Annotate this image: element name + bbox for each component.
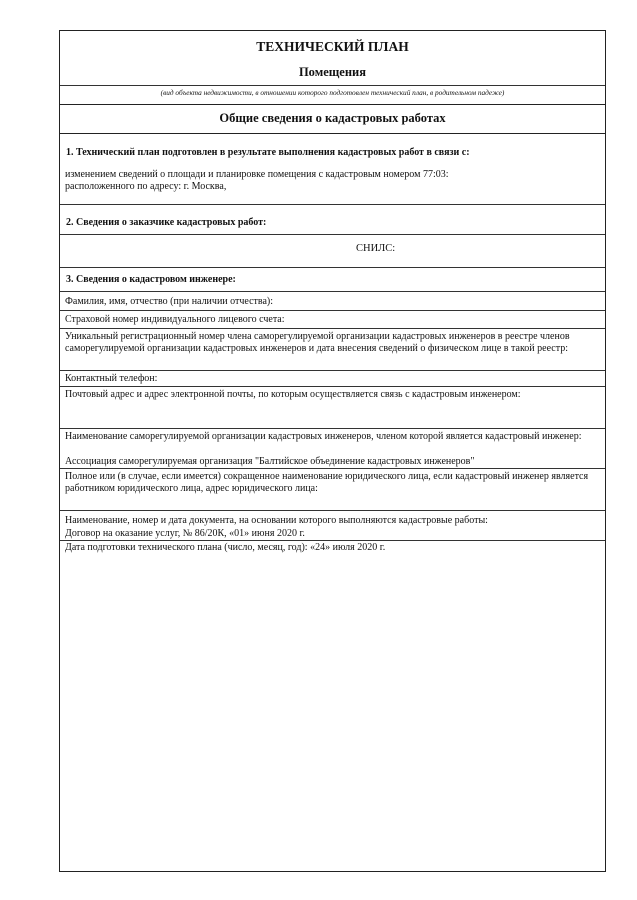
contract-value: Договор на оказание услуг, № 86/20К, «01» июня 2020 г. [65,528,305,539]
legal-entity: Полное или (в случае, если имеется) сокращенное наименование юридического лица, если кадастровый инженер является работником юридического лица, адрес юридического лица: [65,471,589,494]
divider [60,468,605,469]
subtitle-note: (вид объекта недвижимости, в отношении которого подготовлен технический план, в родительном падеже) [160,88,505,97]
section-1-line-1: изменением сведений о площади и планировке помещения с кадастровым номером 77:03: [65,169,449,180]
divider [60,428,605,429]
divider [60,204,605,205]
engineer-phone: Контактный телефон: [65,373,158,384]
divider [60,540,605,541]
divider [60,234,605,235]
section-2-heading: 2. Сведения о заказчике кадастровых работ: [66,217,267,228]
general-info-heading: Общие сведения о кадастровых работах [219,111,446,125]
document-title: ТЕХНИЧЕСКИЙ ПЛАН [256,39,409,54]
engineer-snils: Страховой номер индивидуального лицевого счета: [65,314,285,325]
section-1-heading: 1. Технический план подготовлен в результате выполнения кадастровых работ в связи с: [66,147,470,158]
sro-value: Ассоциация саморегулируемая организация "Балтийское объединение кадастровых инженеров" [65,456,475,467]
divider [60,267,605,268]
document-frame [59,30,606,872]
divider [60,328,605,329]
divider [60,310,605,311]
preparation-date: Дата подготовки технического плана (число, месяц, год): «24» июля 2020 г. [65,542,386,553]
section-3-heading: 3. Сведения о кадастровом инженере: [66,274,236,285]
engineer-address: Почтовый адрес и адрес электронной почты, по которым осуществляется связь с кадастровым инженером: [65,389,521,400]
customer-snils-label: СНИЛС: [356,243,396,254]
divider [60,510,605,511]
contract-label: Наименование, номер и дата документа, на основании которого выполняются кадастровые работы: [65,515,488,526]
divider [60,85,605,86]
engineer-fio: Фамилия, имя, отчество (при наличии отчества): [65,296,274,307]
sro-label: Наименование саморегулируемой организации кадастровых инженеров, членом которой является кадастровый инженер: [65,431,582,442]
divider [60,104,605,105]
divider [60,386,605,387]
section-1-line-2: расположенного по адресу: г. Москва, [65,181,227,192]
engineer-reg-number: Уникальный регистрационный номер члена саморегулируемой организации кадастровых инженеров в реестре членов саморегулируемой организации кадастровых инженеров и дата внесения сведений о физическом лице в такой реестр: [65,331,570,354]
divider [60,133,605,134]
document-subtitle: Помещения [298,65,367,79]
divider [60,291,605,292]
divider [60,370,605,371]
